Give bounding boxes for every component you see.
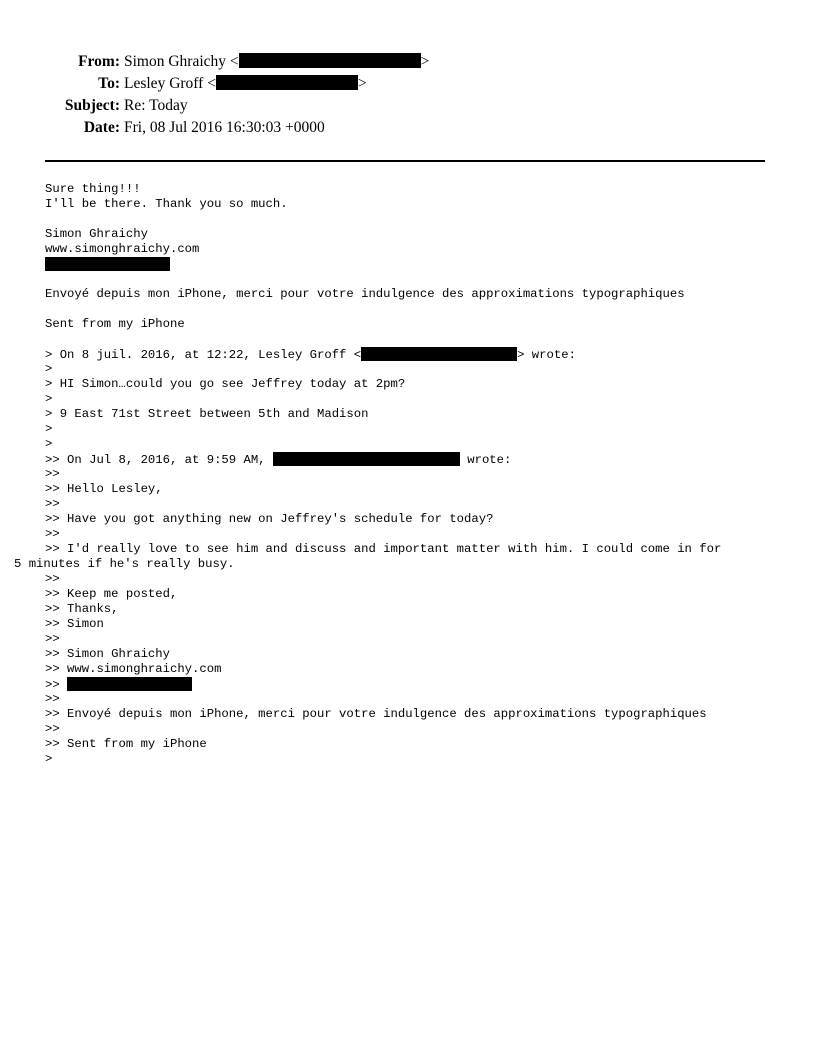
quote-line: > — [45, 392, 53, 406]
from-label: From: — [78, 53, 120, 70]
quote1-tail-text: > wrote: — [517, 348, 576, 362]
blank-line — [45, 212, 775, 227]
to-value — [124, 73, 367, 95]
blank-line — [45, 272, 775, 287]
redacted-email — [239, 53, 421, 68]
to-label: To: — [98, 75, 120, 92]
body-line: Sure thing!!! — [45, 182, 141, 196]
quote-line: >> Sent from my iPhone — [45, 737, 207, 751]
quote1-head-text: > On 8 juil. 2016, at 12:22, Lesley Groff < — [45, 348, 362, 362]
quote1-header — [45, 347, 775, 362]
quote-line: > — [45, 437, 53, 451]
signature-url: www.simonghraichy.com — [45, 242, 200, 256]
quote-redacted-line — [45, 677, 775, 692]
quote-line: >> I'd really love to see him and discuss and important matter with him. I could come in for — [45, 542, 722, 556]
date-label: Date: — [83, 119, 120, 136]
quote-line: >> — [45, 467, 60, 481]
quote-line: >> www.simonghraichy.com — [45, 662, 222, 676]
quote-line: >> — [45, 527, 60, 541]
envoye-line: Envoyé depuis mon iPhone, merci pour votre indulgence des approximations typographiques — [45, 287, 685, 301]
quote2-header — [45, 452, 775, 467]
quote-line: >> — [45, 497, 60, 511]
quote-line: >> — [45, 692, 60, 706]
quote-prefix: >> — [45, 678, 68, 692]
redacted-email — [216, 75, 358, 90]
quote-line: >> Have you got anything new on Jeffrey's schedule for today? — [45, 512, 494, 526]
quote-line: >> Keep me posted, — [45, 587, 178, 601]
quote-line: >> Envoyé depuis mon iPhone, merci pour votre indulgence des approximations typographiques — [45, 707, 707, 721]
body-line: I'll be there. Thank you so much. — [45, 197, 288, 211]
subject-label: Subject: — [64, 97, 120, 114]
message-body — [14, 182, 775, 767]
redacted-sender — [273, 452, 460, 466]
to-name: Lesley Groff < — [124, 75, 216, 92]
header-divider — [45, 160, 765, 162]
quote-line: >> — [45, 632, 60, 646]
to-row — [0, 73, 816, 95]
quote2-tail-text: wrote: — [459, 453, 512, 467]
quote-line: >> Thanks, — [45, 602, 119, 616]
redacted-phone — [45, 257, 170, 271]
subject-row — [0, 95, 816, 117]
blank-line — [45, 332, 775, 347]
sent-from-line: Sent from my iPhone — [45, 317, 185, 331]
date-value: Fri, 08 Jul 2016 16:30:03 +0000 — [124, 119, 325, 136]
from-value — [124, 51, 429, 73]
quote-line-wrap — [14, 557, 775, 572]
signature-redacted-line — [45, 257, 775, 272]
blank-line — [45, 302, 775, 317]
quote-line: >> Simon — [45, 617, 104, 631]
quote-line: >> Simon Ghraichy — [45, 647, 170, 661]
wrapped-text: 5 minutes if he's really busy. — [14, 557, 235, 571]
quote-line: >> Hello Lesley, — [45, 482, 163, 496]
signature-name: Simon Ghraichy — [45, 227, 148, 241]
quote-line: > — [45, 362, 53, 376]
subject-value: Re: Today — [124, 97, 188, 114]
from-name: Simon Ghraichy < — [124, 53, 239, 70]
from-tail: > — [420, 53, 430, 70]
quote2-head-text: >> On Jul 8, 2016, at 9:59 AM, — [45, 453, 273, 467]
date-row — [0, 117, 816, 139]
quote-line: > — [45, 752, 53, 766]
quote-line: >> — [45, 572, 60, 586]
redacted-email — [361, 347, 517, 361]
to-tail: > — [357, 75, 367, 92]
redacted-phone — [67, 677, 192, 691]
quote-line: > — [45, 422, 53, 436]
from-row — [0, 51, 816, 73]
quote-line: > HI Simon…could you go see Jeffrey today at 2pm? — [45, 377, 406, 391]
quote-line: > 9 East 71st Street between 5th and Madison — [45, 407, 369, 421]
quote-line: >> — [45, 722, 60, 736]
